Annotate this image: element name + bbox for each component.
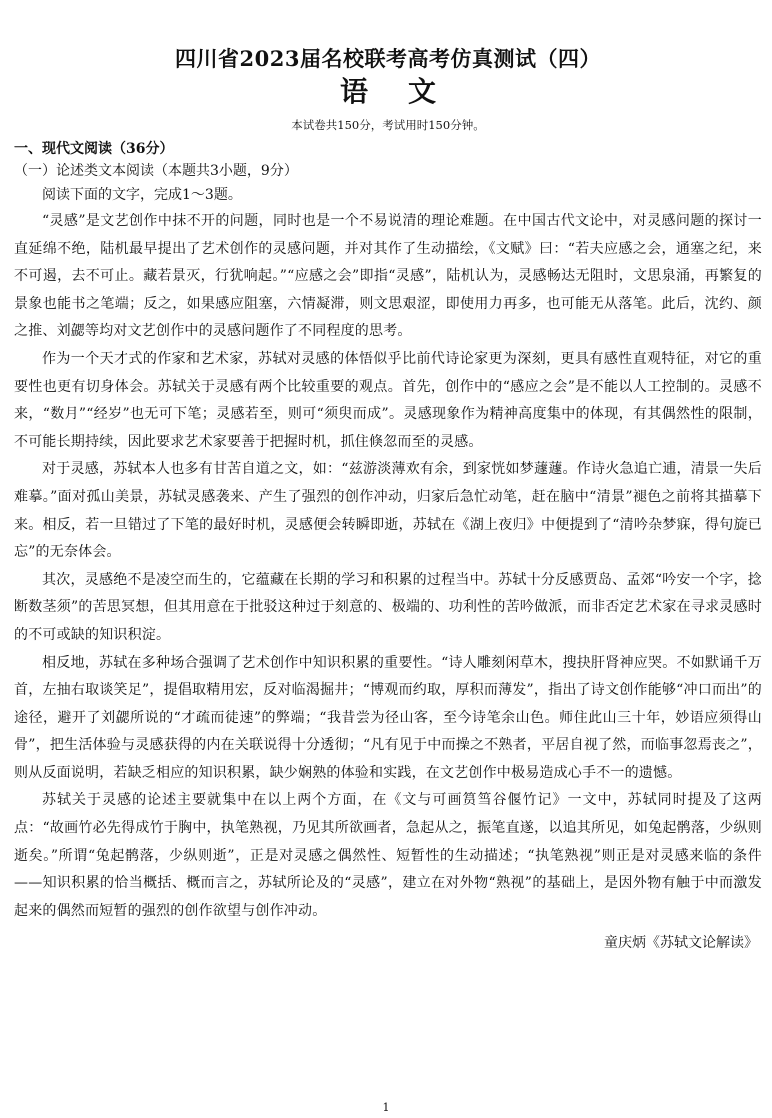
paragraph-3: 对于灵感，苏轼本人也多有甘苦自道之文，如：“兹游淡薄欢有余，到家恍如梦蘧蘧。作诗火急追亡逋，清景一失后难摹。”面对孤山美景，苏轼灵感袭来、产生了强烈的创作冲动，归家后急忙动笔，赶在脑中“清景”褪色之前将其描摹下来。相反，若一旦错过了下笔的最好时机，灵感便会转瞬即逝，苏轼在《湖上夜归》中便提到了“清吟杂梦寐，得句旋已忘”的无奈体会。 <box>14 461 762 561</box>
page-number: 1 <box>382 1101 390 1114</box>
exam-title: 四川省2023届名校联考高考仿真测试（四） <box>175 46 601 71</box>
reading-instruction: 阅读下面的文字，完成1～3题。 <box>42 187 242 203</box>
paragraph-6: 苏轼关于灵感的论述主要就集中在以上两个方面，在《文与可画筼筜谷偃竹记》一文中，苏轼同时提及了这两点：“故画竹必先得成竹于胸中，执笔熟视，乃见其所欲画者，急起从之，振笔直遂，以追其所见，如兔起鹘落，少纵则逝矣。”所谓“兔起鹘落，少纵则逝”，正是对灵感之偶然性、短暂性的生动描述；“执笔熟视”则正是对灵感来临的条件——知识积累的恰当概括、概而言之，苏轼所论及的“灵感”，建立在对外物“熟视”的基础上，是因外物有触于中而激发起来的偶然而短暂的强烈的创作欲望与创作冲动。 <box>14 792 762 919</box>
section-heading: 一、现代文阅读（36分） <box>14 141 174 157</box>
subsection-heading: （一）论述类文本阅读（本题共3小题，9分） <box>14 163 298 179</box>
exam-note: 本试卷共150分，考试用时150分钟。 <box>291 118 485 132</box>
paragraph-4: 其次，灵感绝不是凌空而生的，它蕴藏在长期的学习和积累的过程当中。苏轼十分反感贾岛、孟郊“吟安一个字，捻断数茎须”的苦思冥想，但其用意在于批驳这种过于刻意的、极端的、功利性的苦吟做派，而非否定艺术家在寻求灵感时的不可或缺的知识积淀。 <box>14 571 762 643</box>
paragraph-2: 作为一个天才式的作家和艺术家，苏轼对灵感的体悟似乎比前代诗论家更为深刻，更具有感性直观特征，对它的重要性也更有切身体会。苏轼关于灵感有两个比较重要的观点。首先，创作中的“感应之会”是不能以人工控制的。灵感不来，“数月”“经岁”也无可下笔；灵感若至，则可“须臾而成”。灵感现象作为精神高度集中的体现，有其偶然性的限制，不可能长期持续，因此要求艺术家要善于把握时机，抓住倏忽而至的灵感。 <box>14 350 762 450</box>
paragraph-5: 相反地，苏轼在多种场合强调了艺术创作中知识积累的重要性。“诗人雕刻闲草木，搜抉肝肾神应哭。不如默诵千万首，左抽右取谈笑足”，提倡取精用宏，反对临渴掘井；“博观而约取，厚积而薄发”，指出了诗文创作能够“冲口而出”的途径，避开了刘勰所说的“才疏而徒速”的弊端；“我昔尝为径山客，至今诗笔余山色。师住此山三十年，妙语应须得山骨”，把生活体验与灵感获得的内在关联说得十分透彻；“凡有见于中而操之不熟者，平居自视了然，而临事忽焉丧之”，则从反面说明，若缺乏相应的知识积累，缺少娴熟的体验和实践，在文艺创作中极易造成心手不一的遗憾。 <box>14 654 762 781</box>
subject-title: 语文 <box>339 75 476 108</box>
paragraph-1: “灵感”是文艺创作中抹不开的问题，同时也是一个不易说清的理论难题。在中国古代文论中，对灵感问题的探讨一直延绵不绝，陆机最早提出了艺术创作的灵感问题，并对其作了生动描绘，《文赋》曰：“若夫应感之会，通塞之纪，来不可遏，去不可止。藏若景灭，行犹响起。”“应感之会”即指“灵感”，陆机认为，灵感畅达无阻时，文思泉涌，再繁复的景象也能书之笔端；反之，如果感应阻塞，六情凝滞，则文思艰涩，即使用力再多，也可能无从落笔。此后，沈约、颜之推、刘勰等均对文艺创作中的灵感问题作了不同程度的思考。 <box>14 213 762 340</box>
source-citation: 童庆炳《苏轼文论解读》 <box>604 935 758 952</box>
